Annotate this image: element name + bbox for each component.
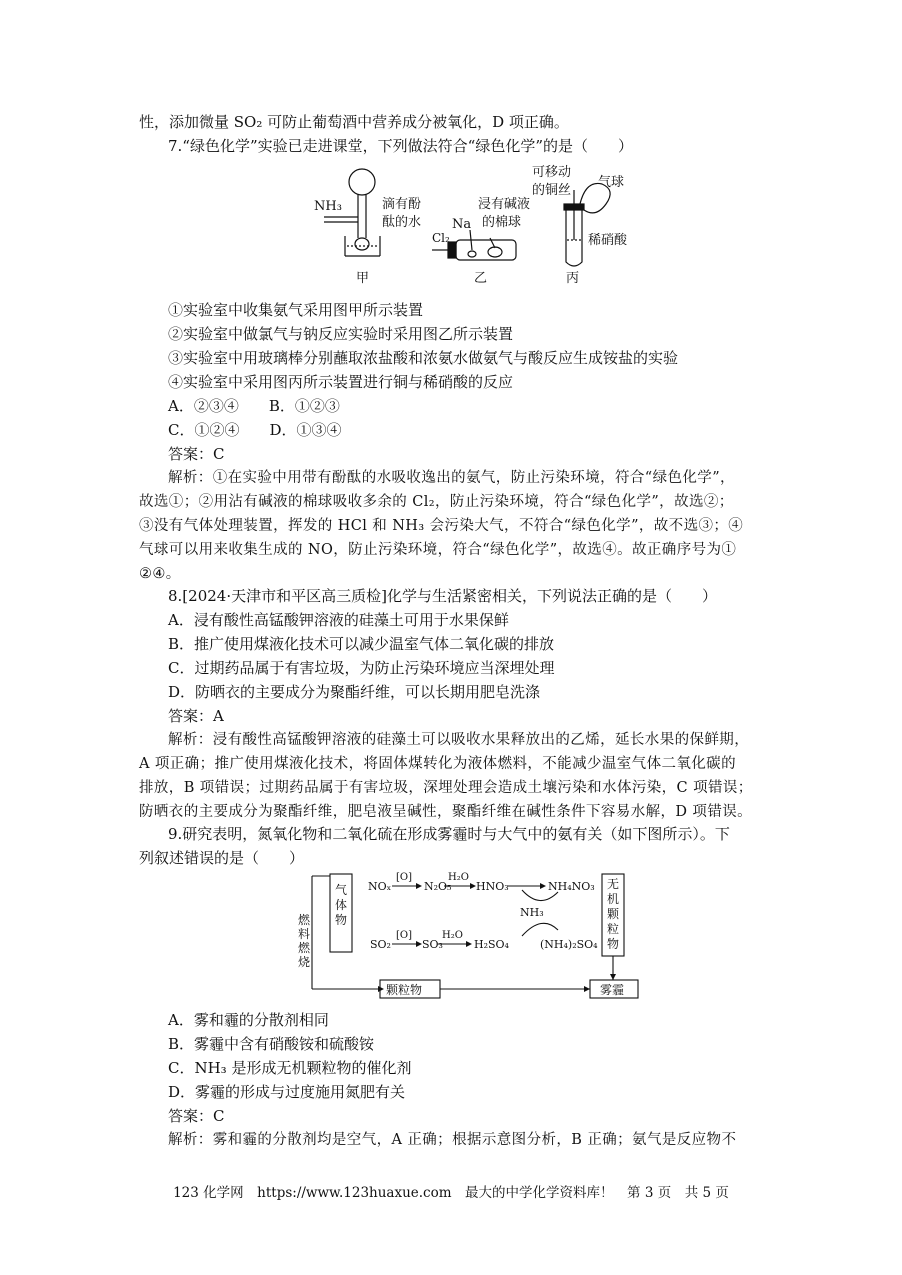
question-8-stem: 8.[2024·天津市和平区高三质检]化学与生活紧密相关，下列说法正确的是（ ） bbox=[168, 587, 717, 605]
cl2-label: Cl₂ bbox=[432, 231, 450, 245]
so3-label: SO₃ bbox=[422, 938, 443, 951]
choice-line: A．浸有酸性高锰酸钾溶液的硅藻土可用于水果保鲜 bbox=[168, 611, 509, 629]
alkali-cotton-label-2: 的棉球 bbox=[482, 215, 522, 230]
answer-line: 答案：A bbox=[168, 707, 224, 725]
choice-line: D．防晒衣的主要成分为聚酯纤维，可以长期用肥皂洗涤 bbox=[168, 683, 541, 701]
oxid-label-2: [O] bbox=[396, 930, 413, 941]
n2o5-label: N₂O₅ bbox=[424, 880, 452, 893]
choice-line: C．过期药品属于有害垃圾，为防止污染环境应当深埋处理 bbox=[168, 659, 555, 677]
explanation-line: 故选①；②用沾有碱液的棉球吸收多余的 Cl₂，防止污染环境，符合“绿色化学”，故选②； bbox=[139, 494, 734, 510]
label-jia: 甲 bbox=[356, 271, 370, 286]
question-9-stem-cont: 列叙述错误的是（ ） bbox=[139, 849, 305, 867]
explanation-line: 防晒衣的主要成分为聚酯纤维，肥皂液呈碱性，聚酯纤维在碱性条件下容易水解，D 项错误。 bbox=[139, 804, 753, 820]
page-footer: 123 化学网 https://www.123huaxue.com 最大的中学化学资料库！ 第 3 页 共 5 页 bbox=[173, 1185, 729, 1201]
particles-label: 颗粒物 bbox=[386, 983, 423, 997]
movable-wire-label-1: 可移动 bbox=[532, 165, 572, 180]
h2so4-label: H₂SO₄ bbox=[474, 938, 509, 951]
oxid-label-1: [O] bbox=[396, 872, 413, 883]
nh42so4-label: (NH₄)₂SO₄ bbox=[540, 938, 598, 951]
option-line: ①实验室中收集氨气采用图甲所示装置 bbox=[168, 301, 424, 319]
choice-line: A．②③④ B．①②③ bbox=[168, 397, 340, 415]
explanation-line: 解析：雾和霾的分散剂均是空气，A 正确；根据示意图分析，B 正确；氨气是反应物不 bbox=[168, 1132, 737, 1148]
label-yi: 乙 bbox=[474, 271, 488, 286]
choice-line: C．①②④ D．①③④ bbox=[168, 421, 342, 439]
haze-label: 雾霾 bbox=[600, 983, 625, 997]
gas-box-label: 气体物 bbox=[335, 883, 348, 927]
phenol-water-label-1: 滴有酚 bbox=[382, 197, 422, 212]
choice-line: B．雾霾中含有硝酸铵和硫酸铵 bbox=[168, 1035, 375, 1053]
phenol-water-label-2: 酞的水 bbox=[382, 215, 422, 230]
explanation-line: 气球可以用来收集生成的 NO，防止污染环境，符合“绿色化学”，故选④。故正确序号为① bbox=[139, 542, 737, 558]
answer-line: 答案：C bbox=[168, 1107, 225, 1125]
na-label: Na bbox=[452, 217, 472, 232]
nh4no3-label: NH₄NO₃ bbox=[548, 880, 595, 893]
choice-line: D．雾霾的形成与过度施用氮肥有关 bbox=[168, 1083, 406, 1101]
so2-label: SO₂ bbox=[370, 938, 391, 951]
choice-line: A．雾和霾的分散剂相同 bbox=[168, 1011, 329, 1029]
option-line: ③实验室中用玻璃棒分别蘸取浓盐酸和浓氨水做氨气与酸反应生成铵盐的实验 bbox=[168, 349, 679, 367]
dilute-hno3-label: 稀硝酸 bbox=[588, 233, 628, 248]
nh3-label: NH₃ bbox=[314, 199, 342, 214]
water-label-2: H₂O bbox=[442, 930, 463, 941]
alkali-cotton-label-1: 浸有碱液 bbox=[478, 197, 531, 212]
text-line: 性，添加微量 SO₂ 可防止葡萄酒中营养成分被氧化，D 项正确。 bbox=[139, 113, 569, 131]
explanation-line: 解析：①在实验中用带有酚酞的水吸收逸出的氨气，防止污染环境，符合“绿色化学”， bbox=[168, 470, 735, 486]
label-bing: 丙 bbox=[566, 271, 580, 286]
choice-line: C．NH₃ 是形成无机颗粒物的催化剂 bbox=[168, 1059, 412, 1077]
option-line: ②实验室中做氯气与钠反应实验时采用图乙所示装置 bbox=[168, 325, 514, 343]
inorganic-box-label: 无机颗粒物 bbox=[607, 877, 620, 951]
nox-label: NOₓ bbox=[368, 880, 392, 893]
explanation-line: 解析：浸有酸性高锰酸钾溶液的硅藻土可以吸收水果释放出的乙烯，延长水果的保鲜期， bbox=[168, 732, 750, 748]
nh3-mid-label: NH₃ bbox=[520, 906, 544, 919]
explanation-line: 排放，B 项错误；过期药品属于有害垃圾，深埋处理会造成土壤污染和水体污染，C 项错误； bbox=[139, 780, 753, 796]
question-7-stem: 7.“绿色化学”实验已走进课堂，下列做法符合“绿色化学”的是（ ） bbox=[168, 137, 633, 155]
balloon-label: 气球 bbox=[598, 175, 625, 190]
question-9-stem: 9.研究表明，氮氧化物和二氧化硫在形成雾霾时与大气中的氨有关（如下图所示）。下 bbox=[168, 825, 730, 843]
fuel-label: 燃料燃烧 bbox=[298, 913, 311, 969]
haze-diagram bbox=[290, 866, 640, 1006]
answer-line: 答案：C bbox=[168, 445, 225, 463]
option-line: ④实验室中采用图丙所示装置进行铜与稀硝酸的反应 bbox=[168, 373, 514, 391]
hno3-label: HNO₃ bbox=[476, 880, 509, 893]
explanation-line: A 项正确；推广使用煤液化技术，将固体煤转化为液体燃料，不能减少温室气体二氧化碳的 bbox=[139, 756, 736, 772]
water-label-1: H₂O bbox=[448, 872, 469, 883]
explanation-line: ②④。 bbox=[139, 566, 181, 582]
apparatus-figure bbox=[310, 160, 640, 290]
movable-wire-label-2: 的铜丝 bbox=[532, 183, 572, 198]
choice-line: B．推广使用煤液化技术可以减少温室气体二氧化碳的排放 bbox=[168, 635, 555, 653]
explanation-line: ③没有气体处理装置，挥发的 HCl 和 NH₃ 会污染大气，不符合“绿色化学”，故不选③；④ bbox=[139, 518, 744, 534]
